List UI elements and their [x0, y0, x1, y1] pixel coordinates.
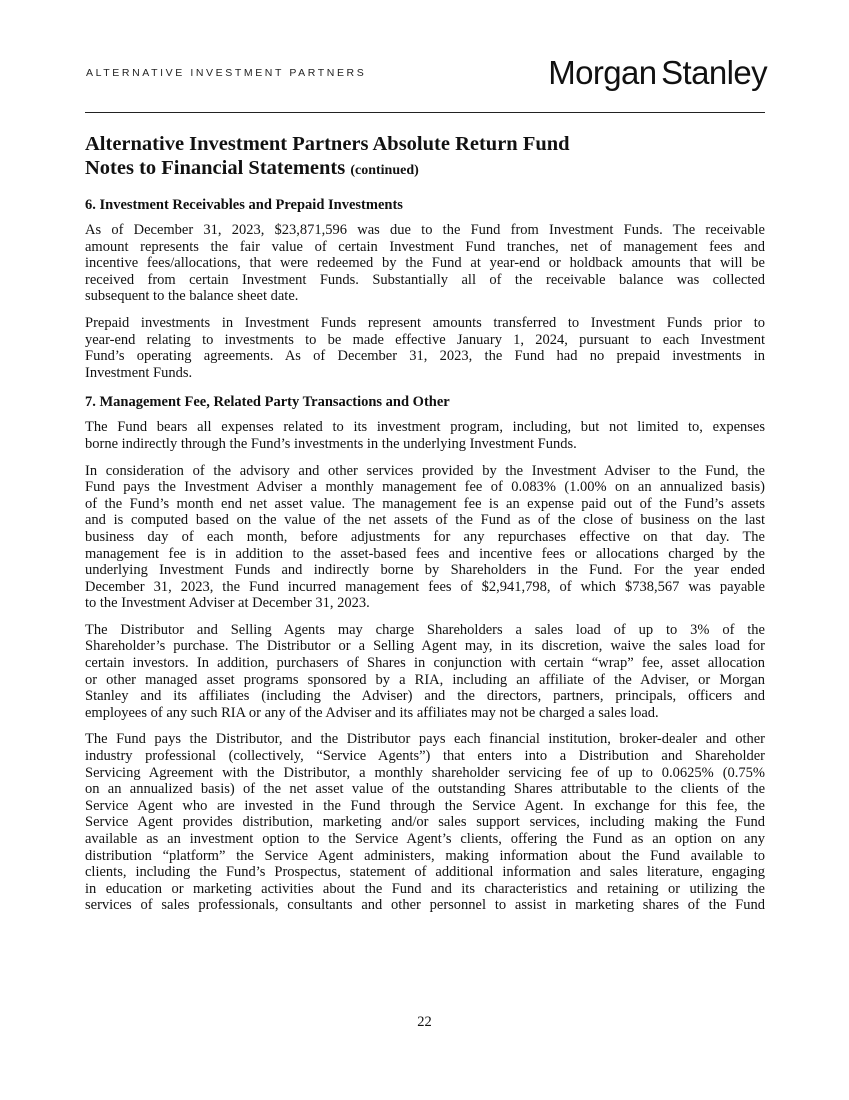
- sections: [85, 197, 765, 914]
- text-line: Fund pays the Investment Adviser a monthly management fee of 0.083% (1.00% on an annualized basis): [85, 479, 765, 496]
- text-line: received from certain Investment Funds. Substantially all of the receivable balance was collected: [85, 271, 765, 288]
- text-line: In consideration of the advisory and other services provided by the Investment Adviser to the Fund, the: [85, 462, 765, 479]
- text-line: incentive fees/allocations, that were redeemed by the Fund at year-end or holdback amounts that will be: [85, 255, 765, 272]
- text-line: management fee is in addition to the asset-based fees and incentive fees or allocations charged by the: [85, 545, 765, 562]
- header-label: ALTERNATIVE INVESTMENT PARTNERS: [86, 67, 367, 79]
- text-line: distribution “platform” the Service Agent administers, making information about the Fund available to: [85, 847, 765, 864]
- title-line-2: [85, 156, 765, 183]
- text-line: underlying Investment Funds and indirectly borne by Shareholders in the Fund. For the year ended: [85, 562, 765, 579]
- document-body: [85, 132, 765, 924]
- page-number: 22: [417, 1014, 432, 1030]
- text-line: clients, including the Fund’s Prospectus, statement of additional information and sales literature, engaging: [85, 864, 765, 881]
- paragraph: [85, 463, 765, 612]
- text-line: As of December 31, 2023, $23,871,596 was due to the Fund from Investment Funds. The receivable: [85, 222, 765, 238]
- text-line: to the Investment Adviser at December 31, 2023.: [85, 595, 370, 612]
- text-line: subsequent to the balance sheet date.: [85, 288, 299, 305]
- text-line: Servicing Agreement with the Distributor, a monthly shareholder servicing fee of up to 0.0625% (0.75%: [85, 764, 765, 781]
- text-line: Stanley and its affiliates (including the Adviser) and the directors, partners, principals, officers and: [85, 688, 765, 705]
- text-line: Shareholder’s purchase. The Distributor or a Selling Agent may, in its discretion, waive the sales load for: [85, 638, 765, 655]
- text-line: on an annualized basis) of the net asset value of the outstanding Shares attributable to the clients of the: [85, 781, 765, 798]
- text-line: industry professional (collectively, “Service Agents”) that enters into a Distribution and Shareholder: [85, 748, 765, 765]
- text-line: The Distributor and Selling Agents may charge Shareholders a sales load of up to 3% of the: [85, 621, 765, 638]
- text-line: available as an investment option to the Service Agent’s clients, offering the Fund as an option on any: [85, 831, 765, 847]
- text-line: Service Agent provides distribution, marketing and/or sales support services, including making the Fund: [85, 814, 765, 831]
- morgan-stanley-logo: Morgan Stanley: [548, 54, 767, 91]
- text-line: borne indirectly through the Fund’s investments in the underlying Investment Funds.: [85, 435, 577, 452]
- paragraph: [85, 222, 765, 305]
- paragraph: [85, 315, 765, 381]
- paragraph: [85, 731, 765, 914]
- text-line: Investment Funds.: [85, 364, 193, 381]
- text-line: Fund’s operating agreements. As of December 31, 2023, the Fund had no prepaid investments in: [85, 348, 765, 365]
- text-line: of the Fund’s month end net asset value. The management fee is an expense paid out of the Fund’s assets: [85, 495, 765, 512]
- title-continued: (continued): [350, 163, 419, 178]
- document-title: [85, 132, 765, 183]
- text-line: The Fund pays the Distributor, and the Distributor pays each financial institution, broker-dealer and other: [85, 731, 765, 748]
- section-heading: 6. Investment Receivables and Prepaid Investments: [85, 197, 403, 213]
- text-line: Prepaid investments in Investment Funds represent amounts transferred to Investment Funds prior to: [85, 314, 765, 331]
- text-line: or other managed asset programs sponsored by a RIA, including an affiliate of the Adviser, or Morgan: [85, 671, 765, 688]
- text-line: in education or marketing activities about the Fund and its characteristics and retaining or utilizing the: [85, 880, 765, 897]
- text-line: December 31, 2023, the Fund incurred management fees of $2,941,798, of which $738,567 was payable: [85, 578, 765, 595]
- text-line: amount represents the fair value of certain Investment Fund tranches, net of management fees and: [85, 238, 765, 255]
- header-divider: [85, 112, 765, 113]
- title-notes: Notes to Financial Statements: [85, 157, 346, 179]
- text-line: business day of each month, before adjustments for any repurchases effective on that day. The: [85, 528, 765, 545]
- section-heading: 7. Management Fee, Related Party Transactions and Other: [85, 394, 450, 411]
- text-line: The Fund bears all expenses related to its investment program, including, but not limited to, expenses: [85, 419, 765, 436]
- paragraph: [85, 622, 765, 722]
- text-line: certain investors. In addition, purchasers of Shares in conjunction with certain “wrap” fee, asset allocation: [85, 655, 765, 672]
- text-line: year-end relating to investments to be made effective January 1, 2024, pursuant to each Investment: [85, 331, 765, 348]
- paragraph: [85, 419, 765, 452]
- text-line: employees of any such RIA or any of the Adviser and its affiliates may not be charged a sales load.: [85, 704, 659, 721]
- text-line: Service Agent who are invested in the Fund through the Service Agent. In exchange for this fee, the: [85, 797, 765, 814]
- text-line: and is computed based on the value of the net assets of the Fund as of the close of business on the last: [85, 512, 765, 529]
- title-line-1: Alternative Investment Partners Absolute Return Fund: [85, 133, 570, 155]
- text-line: services of sales professionals, consultants and other personnel to assist in marketing shares of the Fund: [85, 897, 765, 914]
